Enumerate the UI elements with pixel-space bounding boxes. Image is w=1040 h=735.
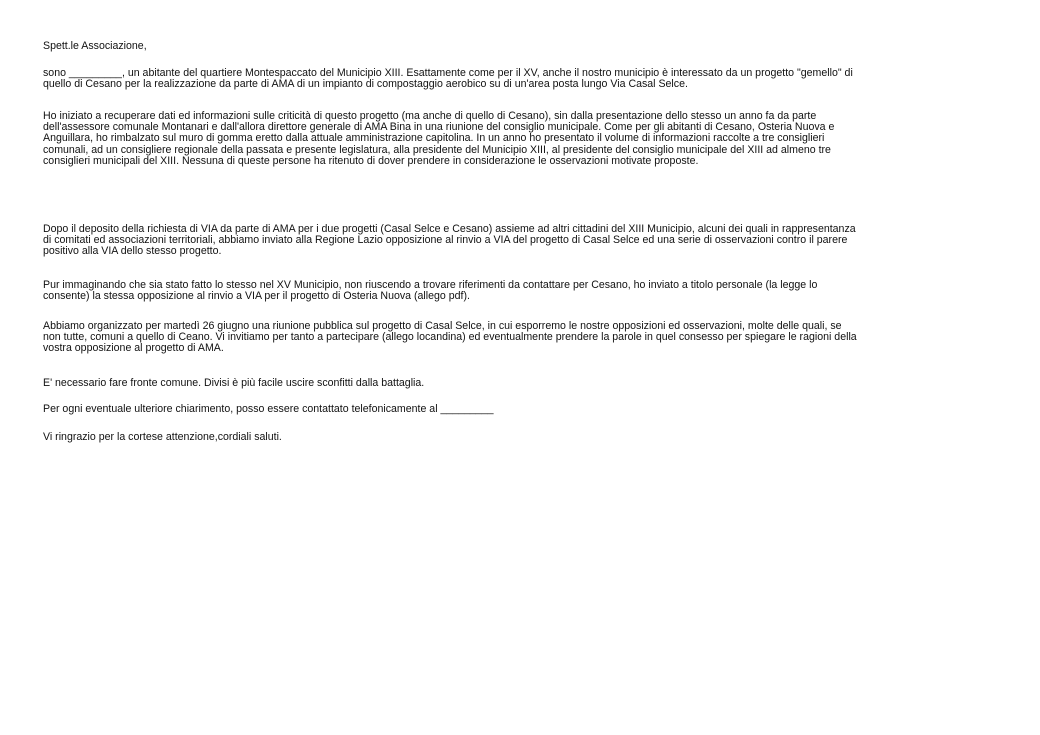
paragraph-common-front: E' necessario fare fronte comune. Divisi è più facile uscire sconfitti dalla battaglia. (43, 377, 425, 389)
paragraph-public-meeting: Abbiamo organizzato per martedì 26 giugno una riunione pubblica sul progetto di Casal Selce, in cui esporremo le nostre opposizioni ed osservazioni, molte delle quali, se non tutte, comuni a quello di Ceano. Vi invitiamo per tanto a partecipare (allego locandina) ed eventualmente prendere la parole in quel consesso per spiegare le ragioni della vostra opposizione al progetto di AMA. (43, 320, 857, 355)
salutation: Spett.le Associazione, (43, 40, 147, 52)
paragraph-via-opposition: Dopo il deposito della richiesta di VIA da parte di AMA per i due progetti (Casal Selce e Cesano) assieme ad altri cittadini del XIII Municipio, alcuni dei quali in rappresentanza di comitati ed associazioni territoriali, abbiamo inviato alla Regione Lazio opposizione al rinvio a VIA del progetto di Casal Selce ed una serie di osservazioni contro il parere positivo alla VIA dello stesso progetto. (43, 223, 856, 258)
paragraph-background: Ho iniziato a recuperare dati ed informazioni sulle criticità di questo progetto (ma anche di quello di Cesano), sin dalla presentazione dello stesso un anno fa da parte dell'assessore comunale Montanari e dall'allora direttore generale di AMA Bina in una riunione del consiglio municipale. Come per gli abitanti di Cesano, Osteria Nuova e Anguillara, ho rimbalzato sul muro di gomma eretto dalla attuale amministrazione capitolina. In un anno ho presentato il volume di informazioni raccolte a tre consiglieri comunali, ad un consigliere regionale della passata e presente legislatura, alla presidente del Municipio XIII, al presidente del consiglio municipale del XIII ad almeno tre consiglieri municipali del XIII. Nessuna di queste persone ha ritenuto di dover prendere in considerazione le osservazioni motivate proposte. (43, 110, 835, 167)
closing: Vi ringrazio per la cortese attenzione,cordiali saluti. (43, 431, 282, 443)
paragraph-osteria-nuova: Pur immaginando che sia stato fatto lo stesso nel XV Municipio, non riuscendo a trovare riferimenti da contattare per Cesano, ho inviato a titolo personale (la legge lo consente) la stessa opposizione al rinvio a VIA per il progetto di Osteria Nuova (allego pdf). (43, 279, 818, 303)
paragraph-contact: Per ogni eventuale ulteriore chiarimento, posso essere contattato telefonicamente al _________ (43, 403, 494, 415)
paragraph-intro: sono _________, un abitante del quartiere Montespaccato del Municipio XIII. Esattamente come per il XV, anche il nostro municipio è interessato da un progetto "gemello" di quello di Cesano per la realizzazione da parte di AMA di un impianto di compostaggio aerobico su di un'area posta lungo Via Casal Selce. (43, 67, 853, 91)
